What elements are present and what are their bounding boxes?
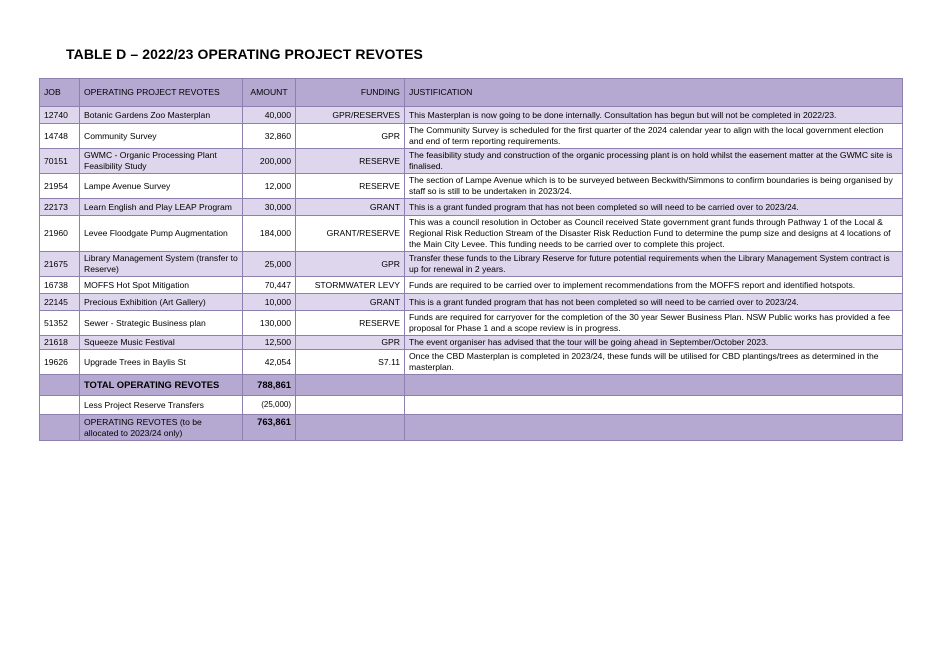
table-row: [40, 336, 903, 350]
amount-cell: 184,000: [243, 216, 296, 252]
net-job-cell: [40, 415, 80, 441]
justification-cell: This was a council resolution in October as Council received State government grant funds through Pathway 1 of the Local & Regional Risk Reduction Stream of the Disaster Risk Reduction Fund to determine the pump size and designs at 4 locations of the Main City Levee. This funding needs to be carried over to complete this project.: [405, 216, 903, 252]
total-amount: 788,861: [243, 375, 296, 396]
amount-cell: 25,000: [243, 252, 296, 277]
justification-cell: This Masterplan is now going to be done internally. Consultation has begun but will not be completed in 2022/23.: [405, 107, 903, 124]
project-cell: MOFFS Hot Spot Mitigation: [80, 277, 243, 294]
job-cell: 51352: [40, 311, 80, 336]
project-cell: Lampe Avenue Survey: [80, 174, 243, 199]
justification-cell: The section of Lampe Avenue which is to be surveyed between Beckwith/Simmons to confirm boundaries is being organised by staff so is still to be undertaken in 2023/24.: [405, 174, 903, 199]
funding-cell: GPR: [296, 124, 405, 149]
less-justification-cell: [405, 396, 903, 415]
header-project: OPERATING PROJECT REVOTES: [80, 79, 243, 107]
project-cell: Botanic Gardens Zoo Masterplan: [80, 107, 243, 124]
total-funding-cell: [296, 375, 405, 396]
amount-cell: 32,860: [243, 124, 296, 149]
net-amount: 763,861: [243, 415, 296, 441]
amount-cell: 30,000: [243, 199, 296, 216]
less-amount: (25,000): [243, 396, 296, 415]
net-label: OPERATING REVOTES (to be allocated to 2023/24 only): [80, 415, 243, 441]
table-row: [40, 199, 903, 216]
funding-cell: S7.11: [296, 350, 405, 375]
table-row: [40, 350, 903, 375]
table-row: [40, 107, 903, 124]
justification-cell: Funds are required to be carried over to implement recommendations from the MOFFS report and identified hotspots.: [405, 277, 903, 294]
table-row: [40, 216, 903, 252]
funding-cell: RESERVE: [296, 149, 405, 174]
project-cell: Precious Exhibition (Art Gallery): [80, 294, 243, 311]
project-cell: Sewer - Strategic Business plan: [80, 311, 243, 336]
justification-cell: This is a grant funded program that has not been completed so will need to be carried over to 2023/24.: [405, 294, 903, 311]
justification-cell: The event organiser has advised that the tour will be going ahead in September/October 2023.: [405, 336, 903, 350]
project-cell: Learn English and Play LEAP Program: [80, 199, 243, 216]
funding-cell: GRANT: [296, 199, 405, 216]
table-row: [40, 252, 903, 277]
justification-cell: Transfer these funds to the Library Reserve for future potential requirements when the Library Management System contract is up for renewal in 2 years.: [405, 252, 903, 277]
project-cell: Squeeze Music Festival: [80, 336, 243, 350]
project-cell: GWMC - Organic Processing Plant Feasibility Study: [80, 149, 243, 174]
net-funding-cell: [296, 415, 405, 441]
job-cell: 19626: [40, 350, 80, 375]
net-justification-cell: [405, 415, 903, 441]
amount-cell: 40,000: [243, 107, 296, 124]
less-funding-cell: [296, 396, 405, 415]
justification-cell: The feasibility study and construction of the organic processing plant is on hold whilst the easement matter at the GWMC site is finalised.: [405, 149, 903, 174]
table-row: [40, 294, 903, 311]
table-row: [40, 124, 903, 149]
project-cell: Upgrade Trees in Baylis St: [80, 350, 243, 375]
revotes-table: [39, 78, 903, 441]
justification-cell: This is a grant funded program that has not been completed so will need to be carried over to 2023/24.: [405, 199, 903, 216]
job-cell: 12740: [40, 107, 80, 124]
job-cell: 14748: [40, 124, 80, 149]
funding-cell: RESERVE: [296, 174, 405, 199]
total-justification-cell: [405, 375, 903, 396]
table-row: [40, 149, 903, 174]
amount-cell: 42,054: [243, 350, 296, 375]
job-cell: 22173: [40, 199, 80, 216]
project-cell: Community Survey: [80, 124, 243, 149]
funding-cell: RESERVE: [296, 311, 405, 336]
table-row: [40, 277, 903, 294]
total-label: TOTAL OPERATING REVOTES: [80, 375, 243, 396]
job-cell: 21618: [40, 336, 80, 350]
header-job: JOB: [40, 79, 80, 107]
table-row: [40, 174, 903, 199]
less-transfers-row: [40, 396, 903, 415]
justification-cell: Once the CBD Masterplan is completed in 2023/24, these funds will be utilised for CBD plantings/trees as determined in the masterplan.: [405, 350, 903, 375]
amount-cell: 130,000: [243, 311, 296, 336]
project-cell: Levee Floodgate Pump Augmentation: [80, 216, 243, 252]
funding-cell: GRANT: [296, 294, 405, 311]
total-job-cell: [40, 375, 80, 396]
header-funding: FUNDING: [296, 79, 405, 107]
amount-cell: 12,000: [243, 174, 296, 199]
less-job-cell: [40, 396, 80, 415]
header-justification: JUSTIFICATION: [405, 79, 903, 107]
project-cell: Library Management System (transfer to Reserve): [80, 252, 243, 277]
amount-cell: 12,500: [243, 336, 296, 350]
funding-cell: GRANT/RESERVE: [296, 216, 405, 252]
amount-cell: 70,447: [243, 277, 296, 294]
funding-cell: GPR: [296, 336, 405, 350]
funding-cell: STORMWATER LEVY: [296, 277, 405, 294]
amount-cell: 10,000: [243, 294, 296, 311]
less-label: Less Project Reserve Transfers: [80, 396, 243, 415]
amount-cell: 200,000: [243, 149, 296, 174]
job-cell: 21954: [40, 174, 80, 199]
total-row: [40, 375, 903, 396]
job-cell: 16738: [40, 277, 80, 294]
table-header-row: [40, 79, 903, 107]
funding-cell: GPR: [296, 252, 405, 277]
job-cell: 22145: [40, 294, 80, 311]
job-cell: 70151: [40, 149, 80, 174]
job-cell: 21675: [40, 252, 80, 277]
page-title: TABLE D – 2022/23 OPERATING PROJECT REVOTES: [66, 46, 423, 62]
net-revotes-row: [40, 415, 903, 441]
justification-cell: Funds are required for carryover for the completion of the 30 year Sewer Business Plan. NSW Public works has provided a fee proposal for Phase 1 and a scope review is in progress.: [405, 311, 903, 336]
header-amount: AMOUNT: [243, 79, 296, 107]
job-cell: 21960: [40, 216, 80, 252]
justification-cell: The Community Survey is scheduled for the first quarter of the 2024 calendar year to align with the local government election and end of term reporting requirements.: [405, 124, 903, 149]
funding-cell: GPR/RESERVES: [296, 107, 405, 124]
table-row: [40, 311, 903, 336]
